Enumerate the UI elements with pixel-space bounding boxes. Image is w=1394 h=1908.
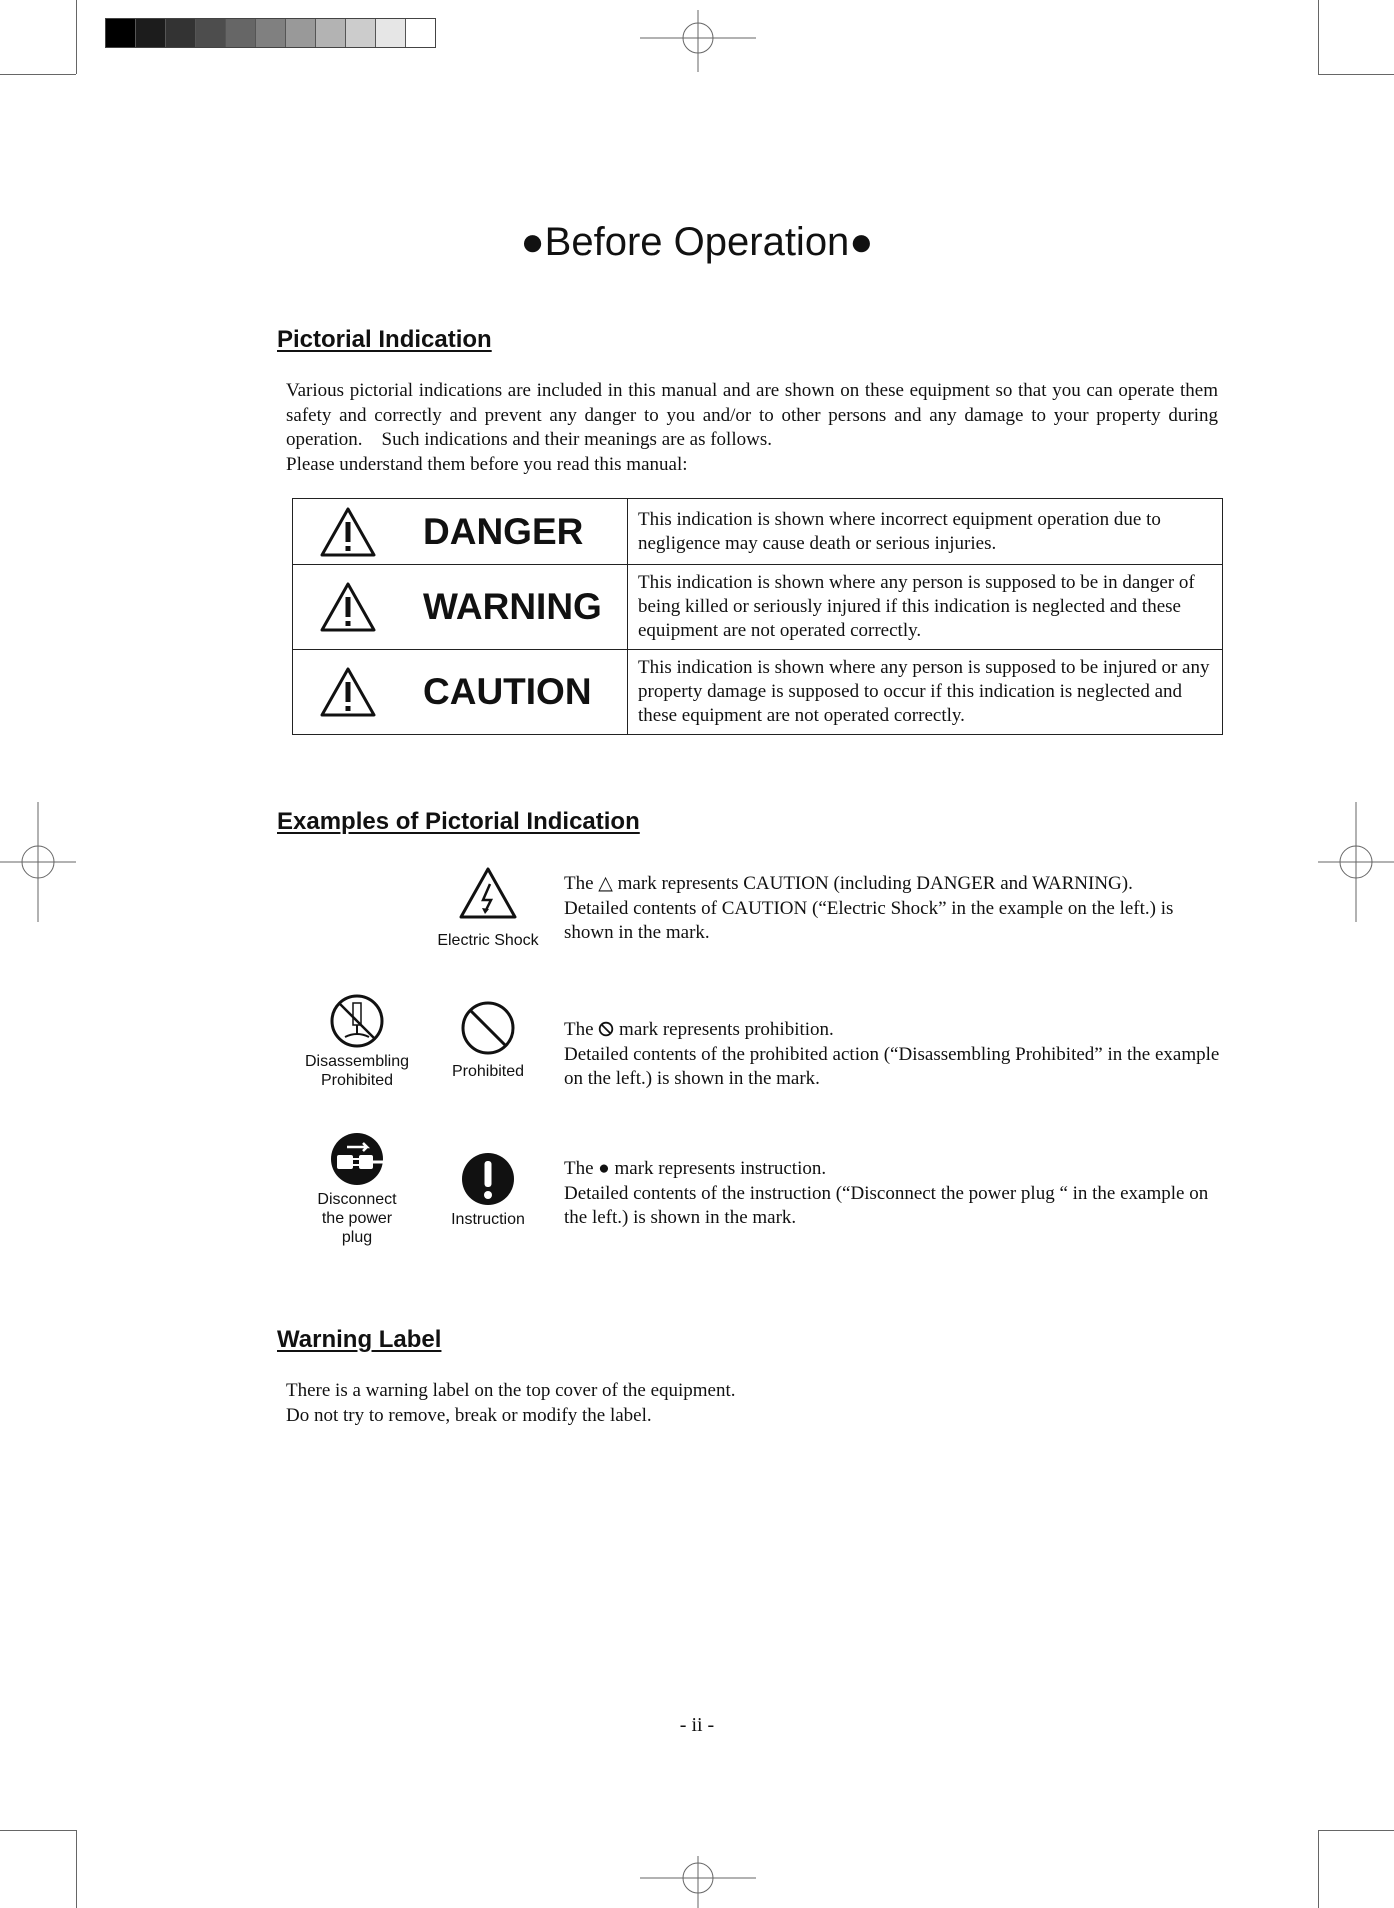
indication-table <box>292 498 1223 735</box>
disconnect-power-plug-icon <box>329 1131 385 1187</box>
disassembling-prohibited-caption <box>292 1052 422 1090</box>
prohibit-line-1-post: mark represents prohibition. <box>619 1019 834 1040</box>
instruction-line-2: Detailed contents of the instruction (“Disconnect the power plug “ in the example on the left.) is shown in the mark. <box>564 1182 1209 1228</box>
warning-triangle-icon <box>319 581 377 633</box>
pictorial-para-2: Please understand them before you read this manual: <box>286 453 688 475</box>
disconnect-caption-line-2: the power <box>321 1210 393 1227</box>
instruction-line-1: The ● mark represents instruction. <box>564 1158 827 1179</box>
pictorial-intro <box>286 379 1218 477</box>
section-heading-warning-label: Warning Label <box>277 1326 442 1353</box>
registration-mark-left <box>0 802 76 922</box>
prohibited-caption: Prohibited <box>451 1063 525 1080</box>
disconnect-caption <box>302 1190 412 1247</box>
instruction-explanation <box>564 1157 1224 1231</box>
electric-line-1: The △ mark represents CAUTION (including DANGER and WARNING). <box>564 873 1133 894</box>
section-heading-examples: Examples of Pictorial Indication <box>277 808 640 835</box>
prohibition-explanation <box>564 1018 1224 1092</box>
disconnect-caption-line-1: Disconnect <box>317 1191 397 1208</box>
prohibited-icon <box>460 1000 516 1056</box>
disconnect-caption-line-3: plug <box>341 1229 373 1246</box>
page-title: ●Before Operation● <box>520 220 874 264</box>
instruction-icon <box>460 1151 516 1207</box>
caution-description: This indication is shown where any person is supposed to be injured or any property damage is supposed to occur if this indication is neglected and these equipment are not operated correctly. <box>628 650 1223 735</box>
warning-description: This indication is shown where any person is supposed to be in danger of being killed or seriously injured if this indication is neglected and these equipment are not operated correctly. <box>628 565 1223 650</box>
prohibit-line-1-pre: The <box>564 1019 594 1040</box>
prohibit-line-2: Detailed contents of the prohibited action (“Disassembling Prohibited” in the example on the left.) is shown in the mark. <box>564 1043 1220 1089</box>
gray-calibration-scale <box>105 18 436 48</box>
prohibition-symbol-icon <box>598 1021 614 1037</box>
prohibit-line-1 <box>564 1018 1224 1043</box>
registration-mark-right <box>1318 802 1394 922</box>
disassembling-caption-line-1: Disassembling <box>304 1053 410 1070</box>
warning-label-line-1: There is a warning label on the top cover of the equipment. <box>286 1380 736 1401</box>
warning-label-text <box>286 1379 1218 1428</box>
caution-label: CAUTION <box>423 671 592 712</box>
instruction-caption: Instruction <box>451 1211 525 1228</box>
table-row <box>293 650 1223 735</box>
electric-shock-caption: Electric Shock <box>437 932 539 949</box>
warning-label-line-2: Do not try to remove, break or modify the label. <box>286 1404 652 1426</box>
pictorial-para-1: Various pictorial indications are included in this manual and are shown on these equipment so that you can operate them safety and correctly and prevent any danger to you and/or to other persons and any damage to your property during operation. Such indications and their meanings are as follows. <box>286 380 1218 450</box>
table-row <box>293 499 1223 565</box>
registration-mark-bottom <box>640 1856 756 1908</box>
table-row <box>293 565 1223 650</box>
registration-mark-top <box>640 10 756 72</box>
warning-triangle-icon <box>319 666 377 718</box>
warning-triangle-icon <box>319 506 377 558</box>
warning-label: WARNING <box>423 586 602 627</box>
danger-description: This indication is shown where incorrect equipment operation due to negligence may cause death or serious injuries. <box>628 499 1223 565</box>
disassembling-prohibited-icon <box>329 993 385 1049</box>
disassembling-caption-line-2: Prohibited <box>320 1072 394 1089</box>
section-heading-pictorial: Pictorial Indication <box>277 326 492 353</box>
danger-label: DANGER <box>423 510 584 552</box>
electric-line-2: Detailed contents of CAUTION (“Electric Shock” in the example on the left.) is shown in the mark. <box>564 897 1174 943</box>
electric-shock-icon <box>458 866 518 920</box>
electric-shock-explanation <box>564 872 1224 946</box>
page-number: - ii - <box>679 1714 715 1736</box>
